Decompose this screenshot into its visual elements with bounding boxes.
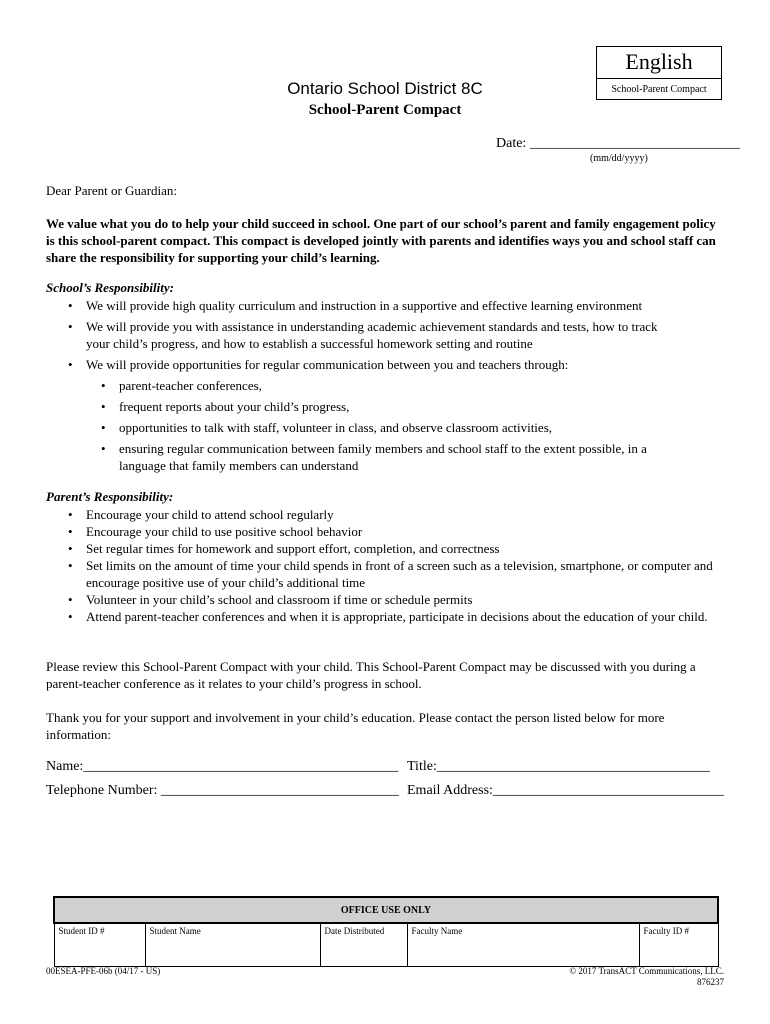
email-field[interactable]: Email Address:_________________________________ (407, 783, 724, 798)
office-use-table (53, 896, 719, 967)
bullet-icon: • (68, 507, 73, 522)
copyright: © 2017 TransACT Communications, LLC. (569, 966, 724, 976)
bullet-icon: • (68, 298, 73, 313)
student-id-cell[interactable]: Student ID # (54, 923, 145, 967)
copyright-block (569, 966, 724, 988)
bullet-icon: • (101, 441, 106, 456)
form-number: 876237 (697, 977, 724, 987)
bullet-icon: • (68, 357, 73, 372)
list-item: • parent-teacher conferences, (101, 378, 262, 393)
name-field[interactable]: Name:_____________________________________________ (46, 759, 399, 774)
list-item: • Encourage your child to use positive school behavior (68, 524, 363, 539)
school-responsibility-title: School’s Responsibility: (46, 280, 174, 295)
greeting: Dear Parent or Guardian: (46, 183, 178, 198)
list-item: • Set regular times for homework and support effort, completion, and correctness (68, 541, 500, 556)
list-item: • We will provide high quality curriculum and instruction in a supportive and effective learning environment (68, 298, 643, 313)
bullet-icon: • (68, 319, 73, 334)
list-item: • Attend parent-teacher conferences and when it is appropriate, participate in decisions about the education of your child. (68, 609, 708, 624)
date-distributed-cell[interactable]: Date Distributed (320, 923, 407, 967)
parent-responsibility-list (64, 506, 724, 625)
list-item: • We will provide opportunities for regular communication between you and teachers through: (68, 357, 569, 372)
page-title: School-Parent Compact (308, 102, 462, 118)
review-paragraph: Please review this School-Parent Compact with your child. This School-Parent Compact may be discussed with you during a parent-teacher conference as it relates to your child’s progress in school. (46, 659, 696, 691)
faculty-name-cell[interactable]: Faculty Name (407, 923, 639, 967)
bullet-icon: • (101, 378, 106, 393)
bullet-icon: • (68, 609, 73, 624)
list-item: • Encourage your child to attend school regularly (68, 507, 334, 522)
bullet-icon: • (68, 524, 73, 539)
intro-paragraph: We value what you do to help your child succeed in school. One part of our school’s parent and family engagement policy is this school-parent compact. This compact is developed jointly with parents and identifies ways you and school staff can share the responsibility for supporting your child’s learning. (46, 216, 716, 265)
form-code: 00ESEA-PFE-06b (04/17 - US) (46, 966, 161, 976)
list-item: • Volunteer in your child’s school and classroom if time or schedule permits (68, 592, 473, 607)
title-field[interactable]: Title:_______________________________________ (407, 759, 710, 774)
date-field[interactable]: Date: ______________________________ (496, 136, 740, 151)
list-item: • opportunities to talk with staff, volunteer in class, and observe classroom activities, (101, 420, 552, 435)
parent-responsibility-title: Parent’s Responsibility: (46, 489, 174, 504)
list-item: • ensuring regular communication between family members and school staff to the extent possible, in a language that family members can understand (101, 441, 647, 473)
school-responsibility-list (64, 297, 724, 373)
district-name: Ontario School District 8C (287, 79, 483, 98)
list-item: • frequent reports about your child’s progress, (101, 399, 350, 414)
list-item: • We will provide you with assistance in understanding academic achievement standards and tests, how to track your child’s progress, and how to establish a successful homework setting and routine (68, 319, 658, 351)
thanks-paragraph: Thank you for your support and involvement in your child’s education. Please contact the person listed below for more information: (46, 710, 665, 742)
telephone-field[interactable]: Telephone Number: __________________________________ (46, 783, 399, 798)
list-item: • Set limits on the amount of time your child spends in front of a screen such as a television, smartphone, or computer and encourage positive use of your child’s additional time (68, 558, 713, 590)
language-label: English (597, 47, 721, 79)
bullet-icon: • (68, 592, 73, 607)
date-format-hint: (mm/dd/yyyy) (590, 153, 648, 164)
office-use-header: OFFICE USE ONLY (54, 897, 718, 923)
student-name-cell[interactable]: Student Name (145, 923, 320, 967)
bullet-icon: • (68, 558, 73, 573)
bullet-icon: • (68, 541, 73, 556)
language-box-subtitle: School-Parent Compact (611, 84, 707, 95)
bullet-icon: • (101, 420, 106, 435)
bullet-icon: • (101, 399, 106, 414)
communication-sublist (97, 377, 697, 474)
faculty-id-cell[interactable]: Faculty ID # (639, 923, 718, 967)
